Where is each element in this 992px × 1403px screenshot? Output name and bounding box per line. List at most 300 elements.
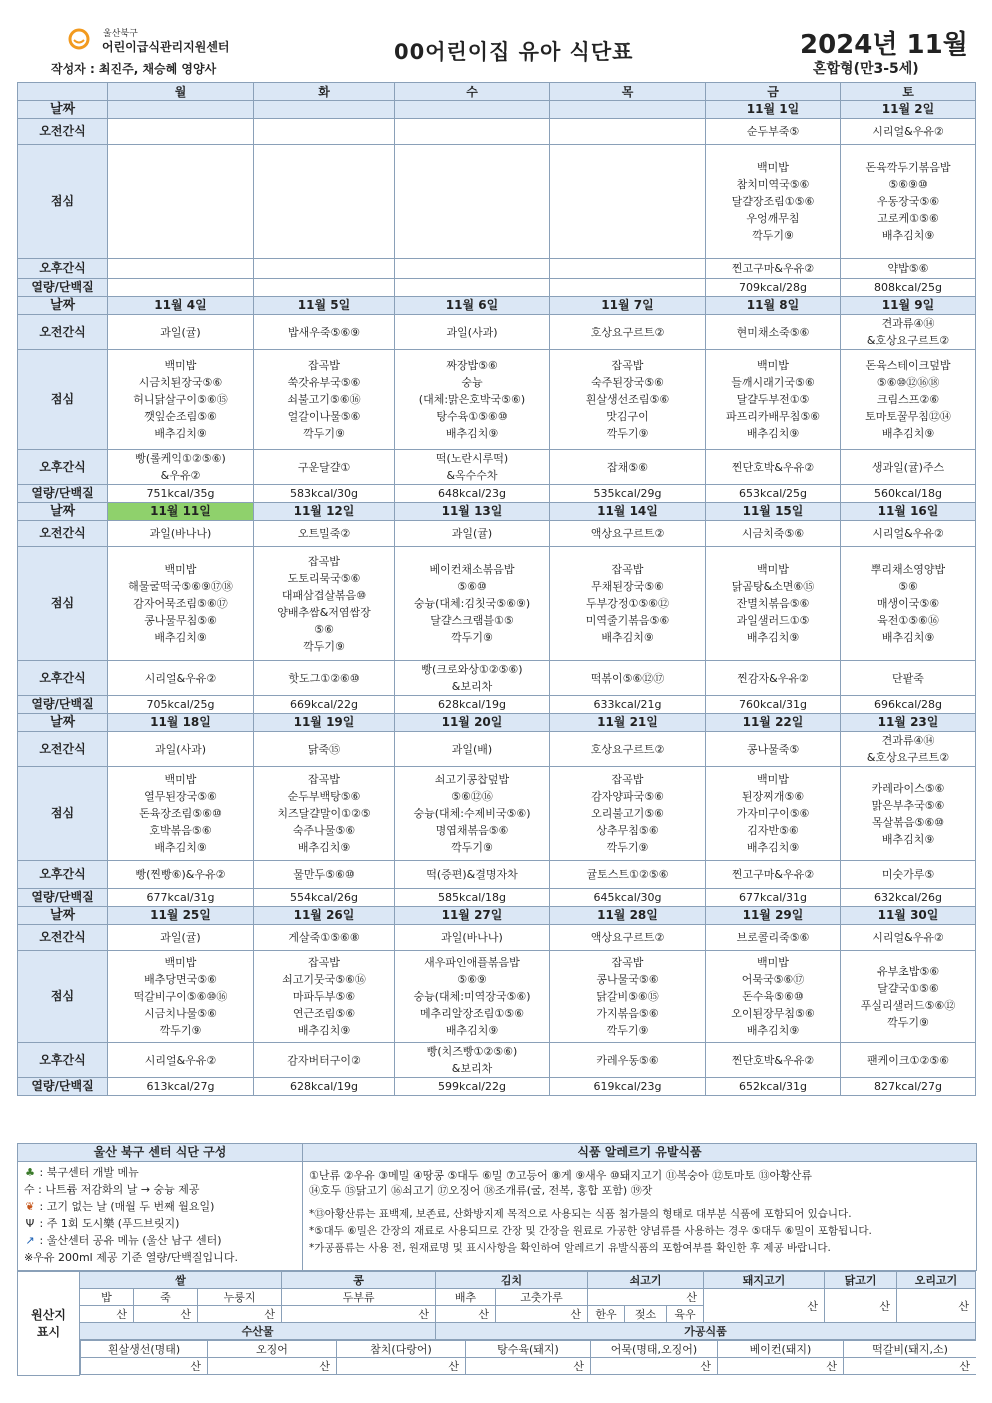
kcal-cell [108,279,254,297]
date-cell: 11월 13일 [395,503,550,521]
origin-item: 참치(다랑어) [337,1341,466,1358]
lunch-cell [550,951,706,1043]
menu-line: &옥수수차 [446,469,498,482]
menu-line: 돈육스테이크덮밥 [865,359,951,372]
origin-item: 배추 [436,1289,496,1306]
kcal-cell [254,279,395,297]
date-cell: 11월 19일 [254,714,395,732]
menu-line: 깍두기⑨ [606,427,649,440]
lunch-cell [108,951,254,1043]
menu-line: 짜장밥⑤⑥ [446,359,498,372]
row-label: 열량/단백질 [18,485,108,503]
lunch-cell [841,767,976,861]
menu-line: ⑤⑥⑩⑫⑯⑱ [876,376,940,389]
menu-line: 쇠불고기⑤⑥⑯ [287,393,361,406]
origin-item: 누룽지 [198,1289,282,1306]
menu-line: 새우파인애플볶음밥 [424,956,520,969]
menu-line: 가자미구이⑤⑥ [736,807,810,820]
am-snack-cell: 시금치죽⑤⑥ [706,521,841,547]
kcal-cell: 669kcal/22g [254,696,395,714]
kcal-cell [550,279,706,297]
menu-line: 백미밥 [164,956,197,969]
pm-snack-cell: 잡채⑤⑥ [550,450,706,485]
menu-line: 깍두기⑨ [606,841,649,854]
menu-line: 숭늉(대체:수제비국⑤⑥) [413,807,531,820]
lunch-row [18,145,976,259]
date-cell: 11월 5일 [254,297,395,315]
date-cell: 11월 21일 [550,714,706,732]
menu-line: 목살볶음⑤⑥⑩ [871,815,945,829]
am-snack-cell: 과일(귤) [395,521,550,547]
pm-snack-row [18,661,976,696]
menu-line: 돈육장조림⑤⑥⑩ [139,807,222,820]
allergy-title: 식품 알레르기 유발식품 [303,1144,976,1162]
date-cell: 11월 7일 [550,297,706,315]
pm-snack-row [18,1043,976,1078]
kcal-cell: 653kcal/25g [706,485,841,503]
origin-value: 산 [337,1358,466,1375]
kcal-cell: 633kcal/21g [550,696,706,714]
day-header: 금 [706,83,841,101]
row-label: 오전간식 [18,521,108,547]
menu-line: 깍두기⑨ [159,1024,202,1037]
menu-line: 시금치나물⑤⑥ [144,1007,217,1020]
lunch-cell [108,350,254,450]
lunch-cell [254,145,395,259]
pm-snack-cell: 찐단호박&우유② [706,1043,841,1078]
pm-snack-cell [550,259,706,279]
row-label: 오후간식 [18,450,108,485]
pm-snack-cell: 생과일(귤)주스 [841,450,976,485]
menu-line: 잡곡밥 [308,359,340,372]
menu-line: 두부강정①⑤⑥⑫ [585,597,670,610]
date-cell: 11월 23일 [841,714,976,732]
date-cell: 11월 14일 [550,503,706,521]
origin-value: 산 [134,1306,198,1323]
pm-snack-cell: 떡(증편)&결명자차 [395,861,550,889]
date-cell: 11월 28일 [550,907,706,925]
allergy-line: ①난류 ②우유 ③메밀 ④땅콩 ⑤대두 ⑥밀 ⑦고등어 ⑧게 ⑨새우 ⑩돼지고기 ⑪복숭아 ⑫토마토 ⑬아황산류 [309,1169,812,1182]
lunchbox-icon: Ψ [25,1217,35,1230]
kcal-cell: 677kcal/31g [108,889,254,907]
row-label: 오후간식 [18,259,108,279]
pm-snack-cell: 귤토스트①②⑤⑥ [550,861,706,889]
row-label: 날짜 [18,297,108,315]
lunch-cell [706,547,841,661]
menu-line: 떡갈비구이⑤⑥⑩⑯ [133,990,228,1003]
lunch-cell [706,951,841,1043]
pm-snack-cell: 핫도그①②⑥⑩ [254,661,395,696]
row-label: 점심 [18,350,108,450]
menu-line: 잡곡밥 [611,359,644,372]
menu-line: 잡곡밥 [611,773,644,786]
kcal-row [18,485,976,503]
origin-value: 산 [591,1358,718,1375]
menu-line: 크림스프②⑥ [876,393,940,406]
menu-line: 들깨시래기국⑤⑥ [731,376,815,389]
menu-line: 배추김치⑨ [746,427,800,440]
date-cell: 11월 20일 [395,714,550,732]
origin-table [17,1271,976,1376]
menu-line: ⑤⑥⑫⑯ [451,790,493,803]
menu-line: 백미밥 [164,773,197,786]
menu-line: &보리차 [451,1062,493,1075]
menu-line: 닭갈비⑤⑥⑮ [596,990,659,1003]
pm-snack-row [18,861,976,889]
origin-group: 닭고기 [825,1272,897,1289]
menu-line: 깍두기⑨ [451,631,493,644]
origin-group: 가공식품 [436,1323,976,1340]
menu-line: 백미밥 [757,161,789,174]
origin-value: 산 [282,1306,436,1323]
row-label: 점심 [18,767,108,861]
pm-snack-cell [395,661,550,696]
kcal-cell: 560kcal/18g [841,485,976,503]
date-cell: 11월 27일 [395,907,550,925]
am-snack-cell: 과일(바나나) [395,925,550,951]
center-name-line1: 울산북구 [103,29,138,39]
menu-line: 배추김치⑨ [881,229,935,242]
row-label: 열량/단백질 [18,889,108,907]
lunch-cell [395,350,550,450]
origin-value: 산 [897,1289,976,1323]
menu-line: 순두부백탕⑤⑥ [287,790,361,803]
menu-line: 배추김치⑨ [746,631,800,644]
origin-item: 죽 [134,1289,198,1306]
lunch-cell [254,350,395,450]
date-cell: 11월 15일 [706,503,841,521]
menu-line: 배추김치⑨ [297,1024,351,1037]
date-cell: 11월 25일 [108,907,254,925]
menu-line: 빵(롤케익①②⑤⑥) [135,452,226,465]
menu-line: ⑤⑥ [898,580,918,593]
kcal-cell: 628kcal/19g [254,1078,395,1096]
am-snack-cell: 시리얼&우유② [841,521,976,547]
origin-group: 김치 [436,1272,588,1289]
menu-line: 쇠고기콩찹덮밥 [434,773,510,786]
menu-line: 숭늉(대체:미역장국⑤⑥) [413,990,531,1003]
pm-snack-cell: 약밥⑤⑥ [841,259,976,279]
menu-line: 뿌리채소영양밥 [870,563,946,576]
origin-group: 수산물 [80,1323,436,1340]
origin-value: 산 [198,1306,282,1323]
day-header: 화 [254,83,395,101]
pm-snack-cell: 구운달걀① [254,450,395,485]
pm-snack-cell: 감자버터구이② [254,1043,395,1078]
date-cell: 11월 22일 [706,714,841,732]
menu-line: 떡(노란시루떡) [435,452,509,465]
menu-line: 잡곡밥 [308,773,340,786]
date-cell: 11월 11일 [108,503,254,521]
lunch-cell [550,547,706,661]
date-cell: 11월 16일 [841,503,976,521]
am-snack-cell: 액상요구르트② [550,521,706,547]
kcal-cell: 709kcal/28g [706,279,841,297]
origin-value: 산 [844,1358,976,1375]
am-snack-cell: 과일(귤) [108,925,254,951]
menu-line: 배추김치⑨ [881,427,935,440]
pm-snack-cell: 찐고구마&우유② [706,259,841,279]
menu-line: 무채된장국⑤⑥ [591,580,664,593]
am-snack-cell: 닭죽⑮ [254,732,395,767]
menu-line: 백미밥 [757,773,789,786]
menu-line: 오리불고기⑤⑥ [591,807,664,820]
origin-value: 산 [496,1306,588,1323]
menu-line: 배추김치⑨ [445,1024,499,1037]
kcal-cell: 632kcal/26g [841,889,976,907]
menu-line: 도토리묵국⑤⑥ [287,571,361,585]
day-header: 수 [395,83,550,101]
kcal-row [18,1078,976,1096]
origin-item: 떡갈비(돼지,소) [844,1341,976,1358]
menu-line: 된장찌개⑤⑥ [741,790,805,803]
am-snack-cell: 오트밀죽② [254,521,395,547]
am-snack-cell: 시리얼&우유② [841,119,976,145]
menu-line: 달걀국①⑤⑥ [877,981,939,995]
kcal-cell: 652kcal/31g [706,1078,841,1096]
menu-line: 감자양파국⑤⑥ [591,790,664,803]
lunch-cell [550,767,706,861]
center-name-line2: 어린이급식관리지원센터 [102,40,230,54]
lunch-cell [550,145,706,259]
pm-snack-cell: 단팥죽 [841,661,976,696]
kcal-cell: 645kcal/30g [550,889,706,907]
kcal-cell: 696kcal/28g [841,696,976,714]
legend-item: ※우유 200ml 제공 기준 열량/단백질입니다. [24,1251,238,1264]
row-label: 오전간식 [18,119,108,145]
date-cell: 11월 12일 [254,503,395,521]
allergy-line: ⑭호두 ⑮닭고기 ⑯쇠고기 ⑰오징어 ⑱조개류(굴, 전복, 홍합 포함) ⑲잣 [309,1184,653,1197]
date-cell: 11월 1일 [706,101,841,119]
menu-line: 미역줄기볶음⑤⑥ [585,614,670,627]
menu-line: 명엽채볶음⑤⑥ [435,824,509,837]
menu-line: 깍두기⑨ [606,1024,649,1037]
lunch-cell [550,350,706,450]
row-label: 점심 [18,145,108,259]
pm-snack-cell: 물만두⑤⑥⑩ [254,861,395,889]
menu-line: 백미밥 [164,359,197,372]
lunch-cell [841,547,976,661]
origin-item: 어묵(명태,오징어) [591,1341,718,1358]
date-cell: 11월 26일 [254,907,395,925]
origin-label: 원산지 표시 [18,1272,80,1376]
menu-line: 돈수육⑤⑥⑩ [742,990,804,1003]
lunch-row [18,350,976,450]
menu-line: 치즈달걀말이①②⑤ [277,807,371,820]
menu-line: 허니닭살구이⑤⑥⑮ [133,393,228,406]
menu-line: 백미밥 [757,563,789,576]
pm-snack-row [18,450,976,485]
day-header: 토 [841,83,976,101]
menu-line: 어묵국⑤⑥⑰ [741,973,805,986]
lunch-cell [841,145,976,259]
menu-line: 해물굴떡국⑤⑥⑨⑰⑱ [128,580,233,593]
kcal-cell: 535kcal/29g [550,485,706,503]
origin-item: 흰살생선(명태) [81,1341,208,1358]
allergy-note: *⑬아황산류는 표백제, 보존료, 산화방지제 목적으로 사용되는 식품 첨가물의 형태로 대부분 식품에 포함되어 있습니다. [309,1208,852,1220]
year-month: 2024년 11월 [800,30,968,60]
menu-line: 시금치된장국⑤⑥ [138,376,223,389]
row-label: 점심 [18,951,108,1043]
page-title: 00어린이집 유아 식단표 [394,40,634,64]
kcal-cell: 554kcal/26g [254,889,395,907]
legend-item: ♣ : 북구센터 개발 메뉴 [25,1166,139,1179]
menu-line: ⑤⑥⑩ [457,580,487,593]
pm-snack-cell [395,450,550,485]
menu-line: 열무된장국⑤⑥ [144,790,217,803]
menu-type: 혼합형(만3-5세) [813,61,919,77]
date-row [18,907,976,925]
menu-line: 탕수육①⑤⑥⑩ [436,410,508,423]
menu-line: 배추김치⑨ [445,427,499,440]
legend-title: 울산 북구 센터 식단 구성 [18,1144,302,1162]
menu-line: 빵(치즈빵①②⑤⑥) [426,1045,518,1058]
menu-line: 매생이국⑤⑥ [876,597,940,610]
lunch-cell [108,767,254,861]
beef-grade: 육우 [667,1306,704,1323]
am-snack-cell: 밥새우죽⑤⑥⑨ [254,315,395,350]
menu-line: 유부초밥⑤⑥ [876,964,940,978]
origin-value: 산 [80,1306,134,1323]
lunch-cell [706,145,841,259]
menu-line: 잡곡밥 [611,956,644,969]
kcal-row [18,889,976,907]
menu-line: 과일샐러드①⑤ [736,614,810,627]
lunch-row [18,951,976,1043]
lunch-cell [254,951,395,1043]
am-snack-row [18,732,976,767]
kcal-cell: 599kcal/22g [395,1078,550,1096]
menu-line: 배추김치⑨ [746,1024,800,1037]
menu-line: 깍두기⑨ [752,229,794,242]
am-snack-cell: 브로콜리죽⑤⑥ [706,925,841,951]
date-row [18,297,976,315]
page-header [0,0,992,82]
origin-group: 쌀 [80,1272,282,1289]
row-label: 점심 [18,547,108,661]
am-snack-cell: 과일(사과) [108,732,254,767]
am-snack-cell: 게살죽①⑤⑥⑧ [254,925,395,951]
pm-snack-cell: 시리얼&우유② [108,1043,254,1078]
menu-line: 배추김치⑨ [601,631,654,644]
origin-item: 밥 [80,1289,134,1306]
row-label: 열량/단백질 [18,1078,108,1096]
origin-value: 산 [208,1358,337,1375]
menu-line: 맑은부추국⑤⑥ [871,798,945,812]
day-header: 목 [550,83,706,101]
pm-snack-cell: 카레우동⑤⑥ [550,1043,706,1078]
row-label: 날짜 [18,101,108,119]
am-snack-cell [254,119,395,145]
menu-line: 오이된장무침⑤⑥ [731,1007,815,1020]
lunch-cell [254,547,395,661]
kcal-cell: 585kcal/18g [395,889,550,907]
menu-line: 파프리카배무침⑤⑥ [725,410,821,423]
am-snack-cell: 과일(사과) [395,315,550,350]
menu-line: (대체:맑은호박국⑤⑥) [418,393,526,406]
menu-line: 육전①⑤⑥⑯ [877,614,939,627]
am-snack-row [18,119,976,145]
lunch-row [18,547,976,661]
am-snack-cell: 과일(바나나) [108,521,254,547]
menu-line: 토마토꿀무침⑫⑭ [865,410,951,423]
date-cell [108,101,254,119]
row-label: 열량/단백질 [18,279,108,297]
pm-snack-cell: 미숫가루⑤ [841,861,976,889]
menu-line: 잡곡밥 [611,563,644,576]
menu-line: 배추김치⑨ [746,841,800,854]
author-line: 작성자 : 최진주, 채승혜 영양사 [51,62,217,76]
pm-snack-cell [108,450,254,485]
date-cell [254,101,395,119]
menu-line: 배추김치⑨ [881,832,935,846]
date-cell: 11월 29일 [706,907,841,925]
kcal-cell: 677kcal/31g [706,889,841,907]
menu-line: 백미밥 [757,956,789,969]
lunch-cell [395,767,550,861]
pm-snack-cell: 찐감자&우유② [706,661,841,696]
menu-line: 달걀장조림①⑤⑥ [731,195,815,208]
day-header-row [18,83,976,101]
date-cell: 11월 9일 [841,297,976,315]
lunch-cell [254,767,395,861]
origin-value: 산 [588,1289,704,1306]
origin-group: 오리고기 [897,1272,976,1289]
origin-value: 산 [466,1358,591,1375]
kcal-cell: 751kcal/35g [108,485,254,503]
date-cell [395,101,550,119]
row-label: 날짜 [18,714,108,732]
menu-line: 빵(크로와상①②⑤⑥) [421,663,523,676]
menu-line: 잡곡밥 [308,956,340,969]
menu-line: 감자어묵조림⑤⑥⑰ [133,597,228,610]
menu-line: 배추김치⑨ [154,427,207,440]
lunch-cell [841,951,976,1043]
menu-line: 닭곰탕&소면⑥⑮ [731,580,815,593]
menu-line: 김자반⑤⑥ [747,824,799,837]
menu-line: 흰살생선조림⑤⑥ [585,393,670,406]
date-cell: 11월 8일 [706,297,841,315]
menu-line: 깍두기⑨ [303,639,345,653]
menu-line: 베이컨채소볶음밥 [429,563,515,576]
am-snack-cell [395,119,550,145]
lunch-row [18,767,976,861]
pm-snack-cell [254,259,395,279]
menu-line: 콩나물무침⑤⑥ [144,614,217,627]
origin-value: 산 [704,1289,825,1323]
corner-cell [18,83,108,101]
pm-snack-cell [395,259,550,279]
pm-snack-cell: 팬케이크①②⑤⑥ [841,1043,976,1078]
origin-group: 쇠고기 [588,1272,704,1289]
kcal-cell: 628kcal/19g [395,696,550,714]
row-label: 날짜 [18,503,108,521]
date-row [18,714,976,732]
beef-grade: 젖소 [625,1306,667,1323]
kcal-cell: 808kcal/25g [841,279,976,297]
menu-line: 숙주나물⑤⑥ [292,824,356,837]
share-icon: ↗ [25,1234,35,1247]
kcal-cell: 648kcal/23g [395,485,550,503]
am-snack-cell: 순두부죽⑤ [706,119,841,145]
menu-line: 견과류④⑭ [881,734,935,747]
row-label: 오전간식 [18,315,108,350]
date-cell: 11월 6일 [395,297,550,315]
am-snack-cell [841,732,976,767]
menu-line: 배추당면국⑤⑥ [144,973,217,986]
menu-line: 달걀스크램블①⑤ [430,614,514,627]
date-cell [550,101,706,119]
